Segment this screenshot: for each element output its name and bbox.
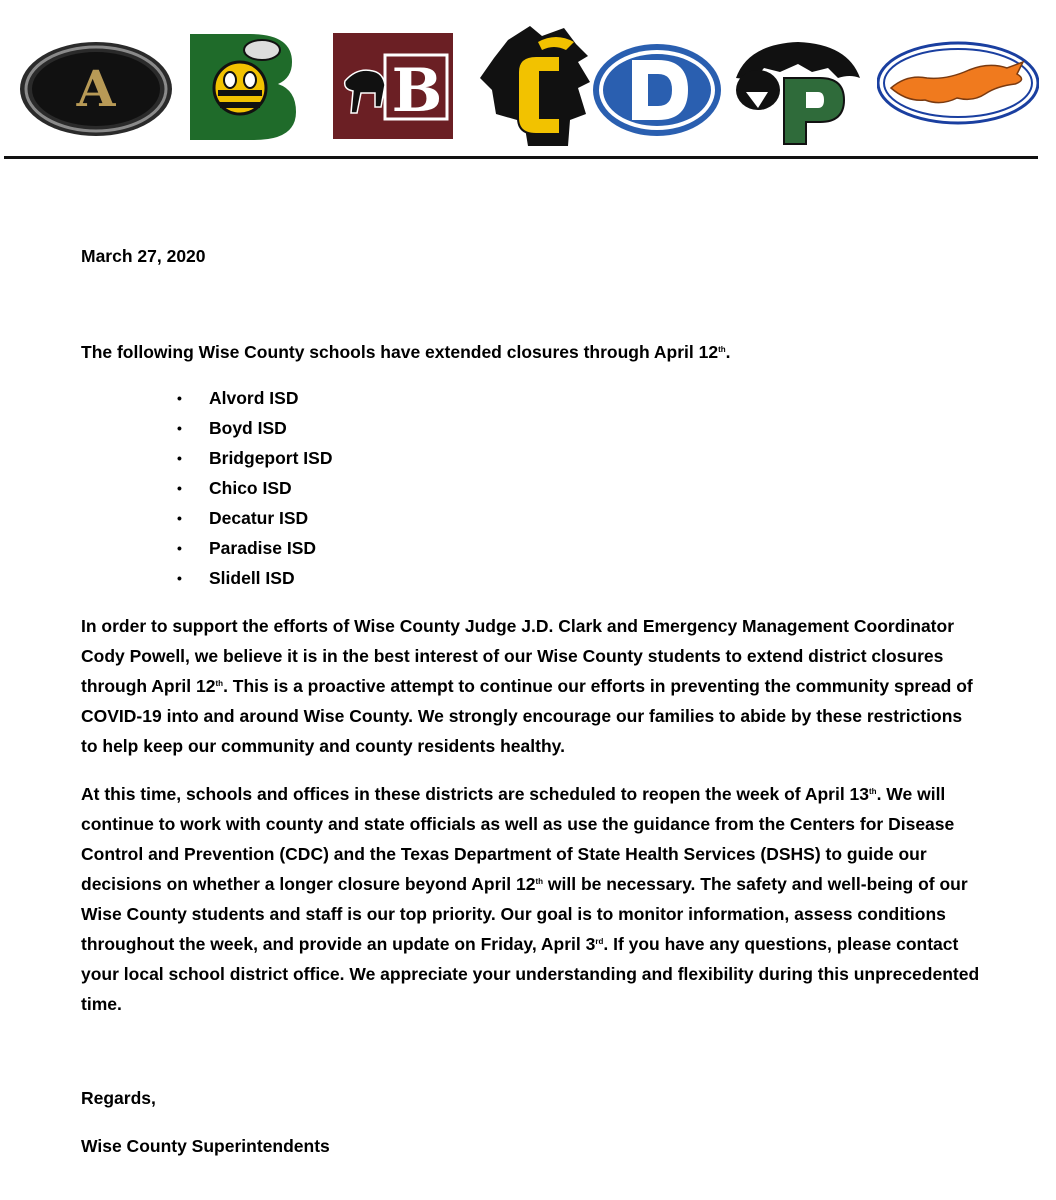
letter-date: March 27, 2020 — [81, 246, 206, 266]
chico-logo — [478, 22, 594, 148]
logo-banner — [0, 0, 1056, 160]
bridgeport-logo — [333, 33, 453, 139]
header-divider — [4, 156, 1038, 159]
decatur-logo — [592, 42, 722, 138]
alvord-letter: A — [76, 59, 116, 118]
closing: Regards, — [81, 1088, 156, 1108]
list-item: • Bridgeport ISD — [177, 443, 332, 473]
list-item: • Decatur ISD — [177, 503, 332, 533]
list-item: • Alvord ISD — [177, 383, 332, 413]
list-item: • Slidell ISD — [177, 563, 332, 593]
alvord-logo — [18, 40, 174, 138]
signature: Wise County Superintendents — [81, 1136, 330, 1156]
paragraph-support: In order to support the efforts of Wise County Judge J.D. Clark and Emergency Management Coordinator Cody Powell, we believe it is in the best interest of our Wise County students to extend district closures through April 12th. This is a proactive attempt to continue our efforts in preventing the community spread of COVID-19 into and around Wise County. We strongly encourage our families to abide by these restrictions to help keep our community and county residents healthy. — [81, 616, 973, 756]
list-item: • Chico ISD — [177, 473, 332, 503]
boyd-logo — [188, 28, 298, 142]
district-list — [177, 383, 332, 593]
slidell-logo — [877, 40, 1039, 126]
list-item: • Paradise ISD — [177, 533, 332, 563]
paragraph-reopen: At this time, schools and offices in these districts are scheduled to reopen the week of April 13th. We will continue to work with county and state officials as well as use the guidance from the Centers for Disease Control and Prevention (CDC) and the Texas Department of State Health Services (DSHS) to guide our decisions on whether a longer closure beyond April 12th will be necessary. The safety and well-being of our Wise County students and staff is our top priority. Our goal is to monitor information, assess conditions throughout the week, and provide an update on Friday, April 3rd. If you have any questions, please contact your local school district office. We appreciate your understanding and flexibility during this unprecedented time. — [81, 784, 980, 1014]
paradise-logo — [728, 38, 864, 146]
list-item: • Boyd ISD — [177, 413, 332, 443]
intro-sentence: The following Wise County schools have extended closures through April 12th. — [81, 342, 731, 362]
bridgeport-letter: B — [391, 56, 443, 126]
